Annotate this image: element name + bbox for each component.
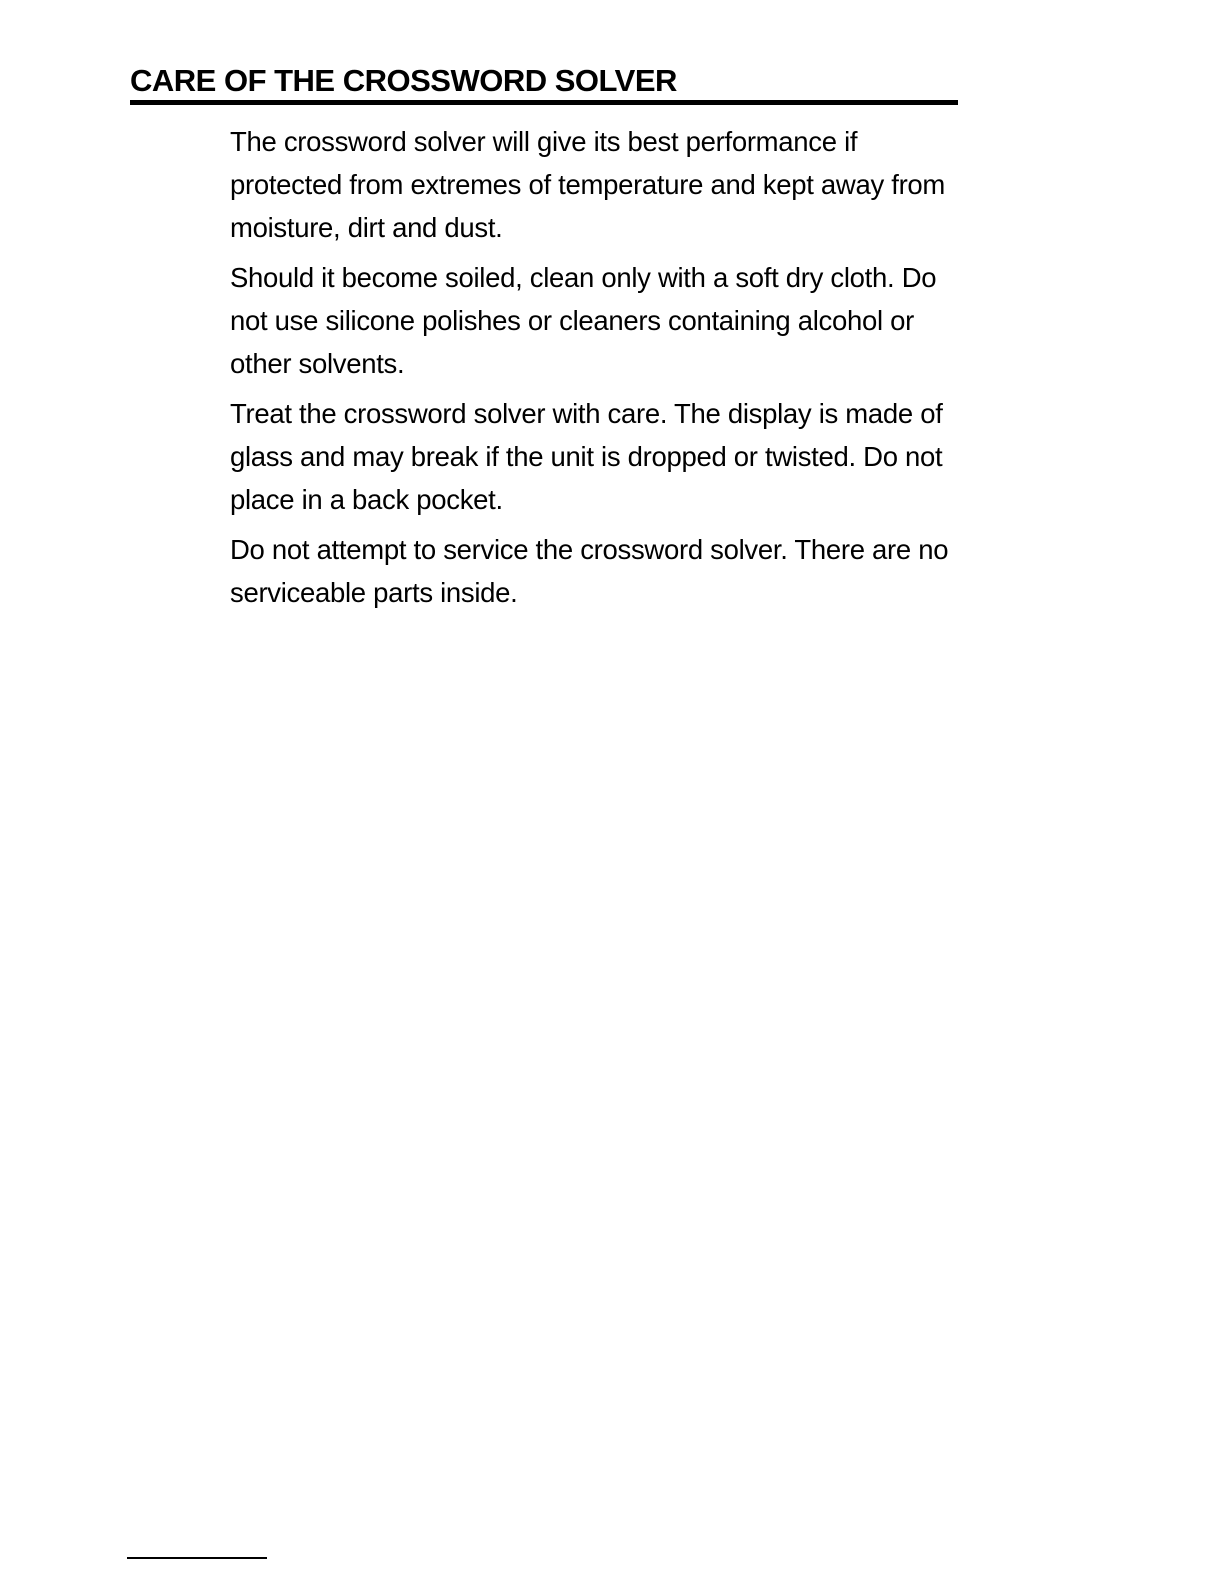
care-instructions [230,120,960,621]
paragraph-performance: The crossword solver will give its best performance if protected from extremes of temperature and kept away from moisture, dirt and dust. [230,126,946,243]
heading-rule [130,100,958,105]
paragraph-handling: Treat the crossword solver with care. The display is made of glass and may break if the unit is dropped or twisted. Do not place in a back pocket. [230,398,943,515]
footer-rule [127,1557,267,1559]
section-heading: CARE OF THE CROSSWORD SOLVER [130,63,677,98]
paragraph-service: Do not attempt to service the crossword solver. There are no serviceable parts inside. [230,534,949,608]
paragraph-cleaning: Should it become soiled, clean only with a soft dry cloth. Do not use silicone polishes or cleaners containing alcohol or other solvents. [230,262,937,379]
